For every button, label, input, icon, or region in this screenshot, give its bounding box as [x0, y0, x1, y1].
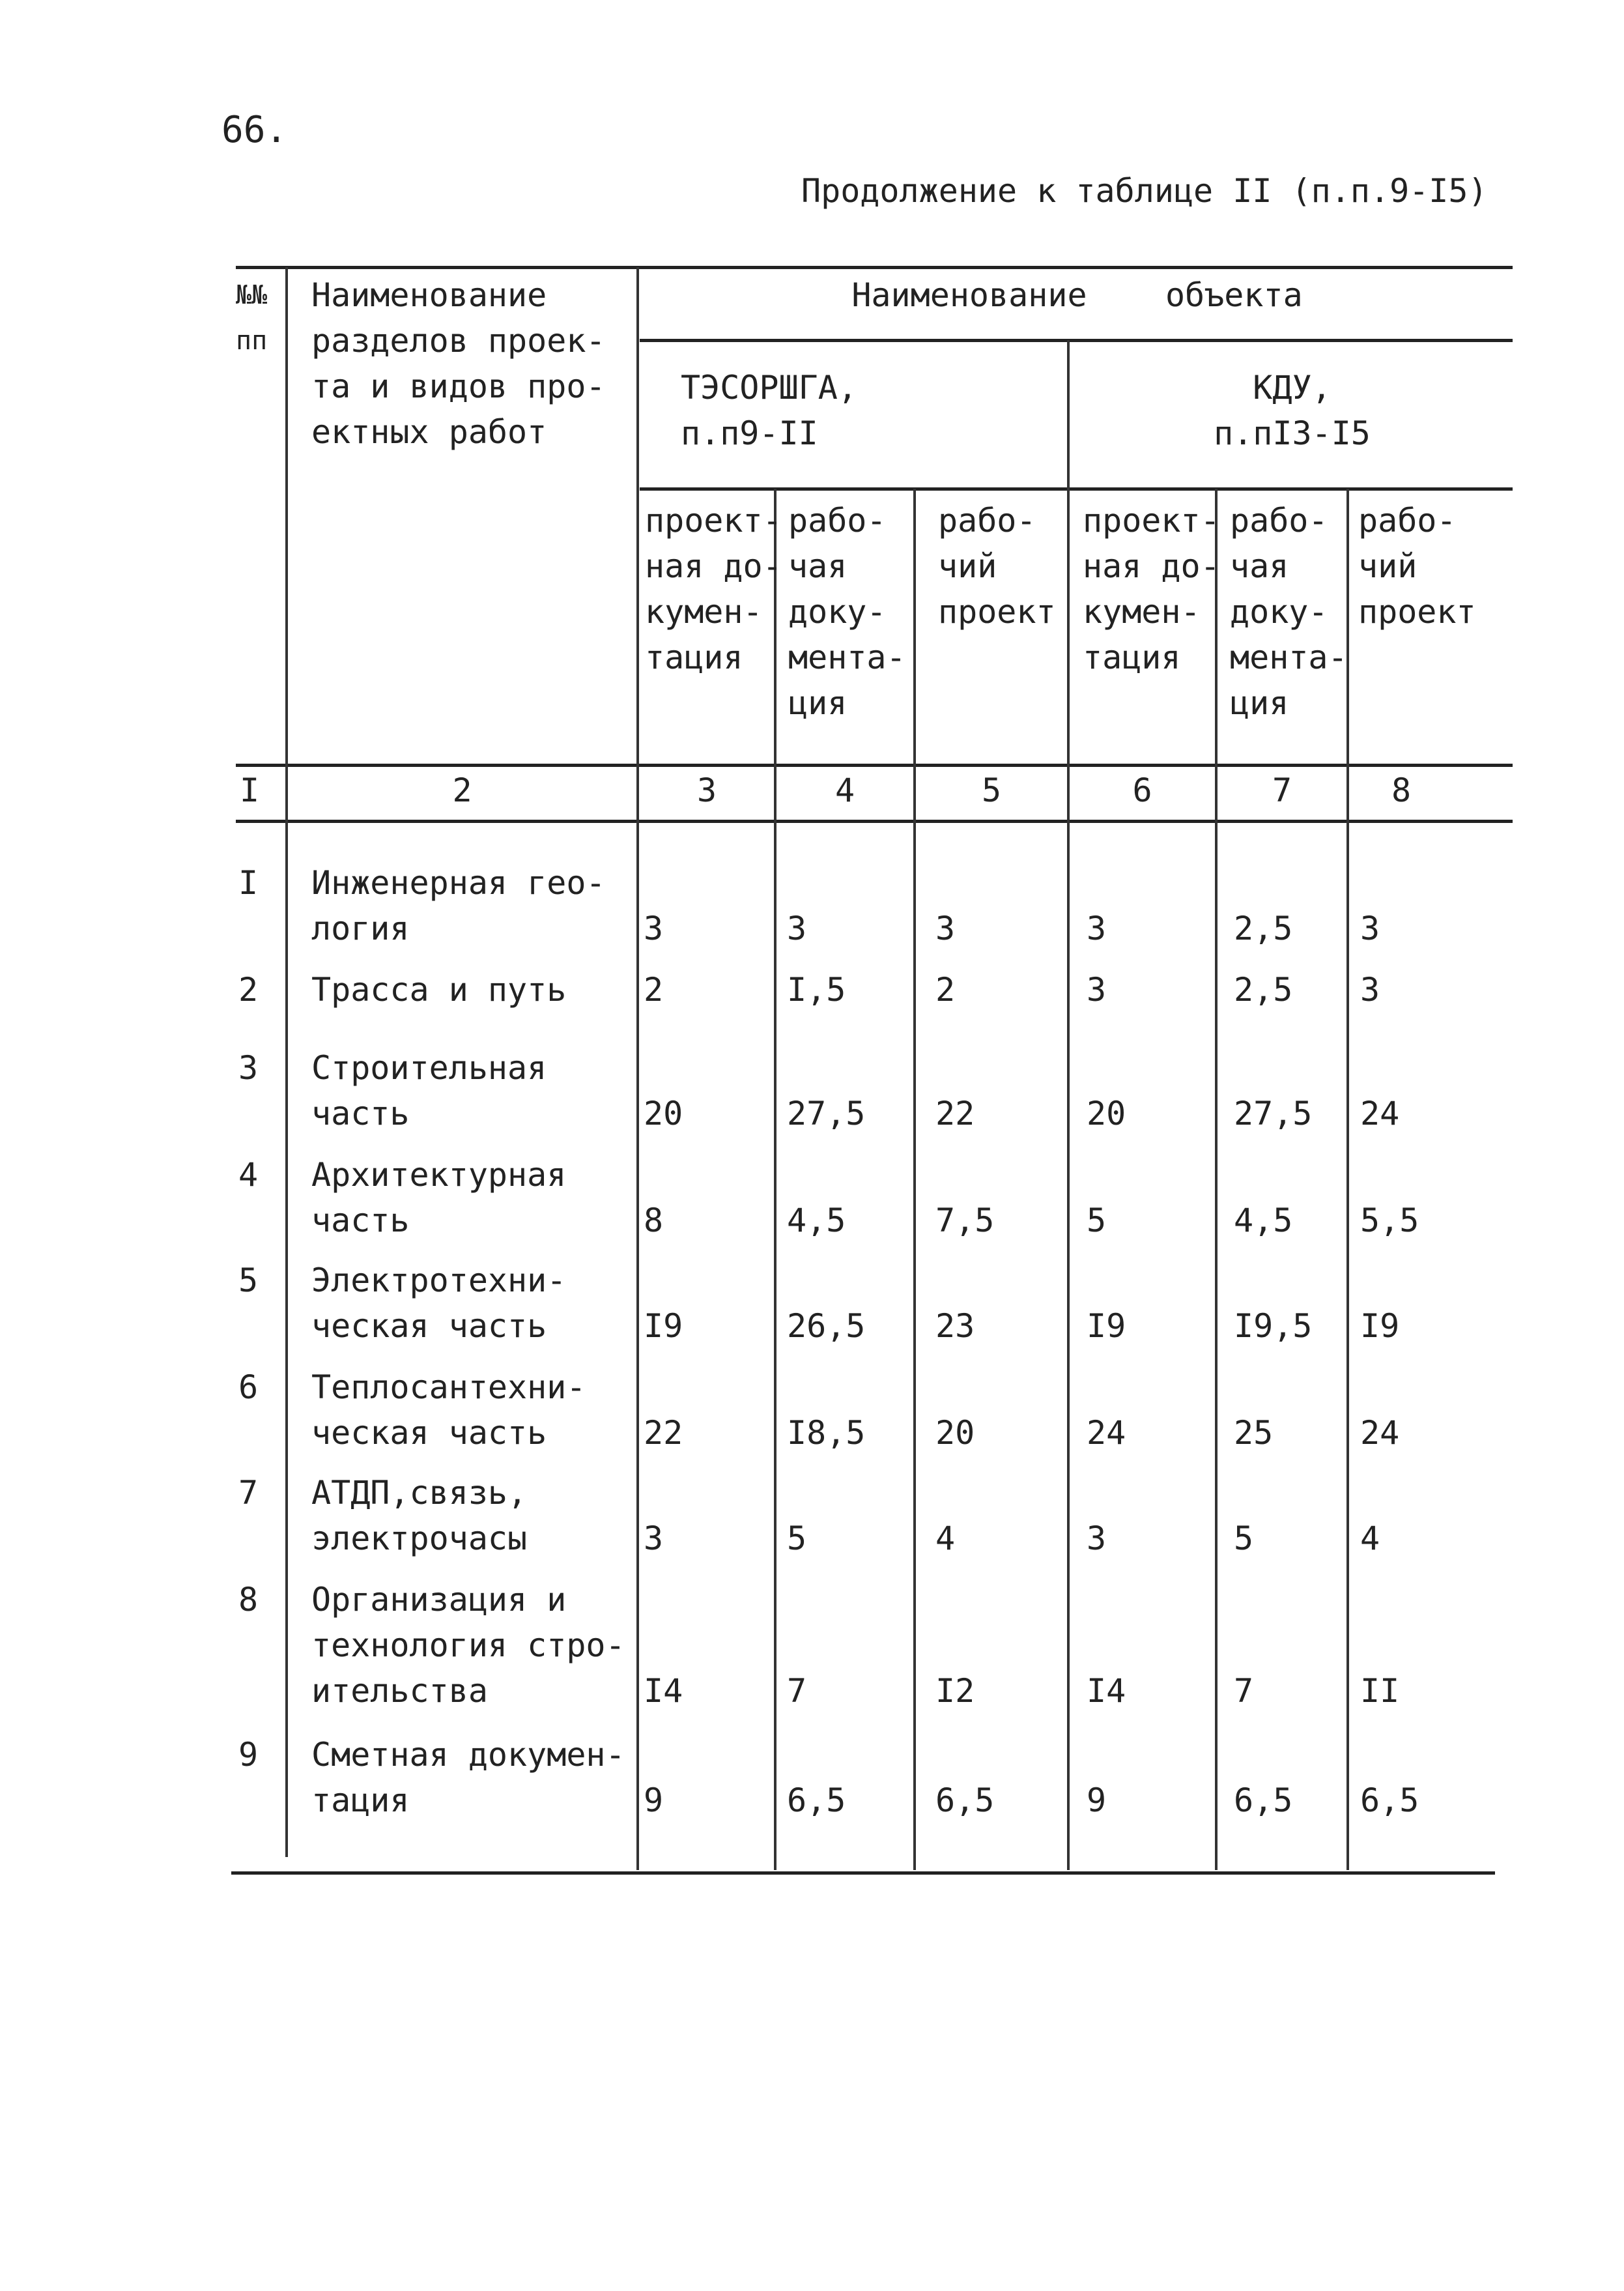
row-value-col7: 6,5: [1234, 1781, 1293, 1819]
row-number: 7: [238, 1474, 259, 1512]
subheader-col8: рабо- чий проект: [1358, 502, 1476, 631]
row-value-col4: 4,5: [787, 1202, 846, 1239]
group-divider-rule: [1067, 340, 1070, 1870]
row-value-col6: I9: [1087, 1307, 1126, 1345]
row-value-col8: 5,5: [1360, 1202, 1419, 1239]
row-value-col8: 3: [1360, 910, 1380, 947]
table-caption: Продолжение к таблице II (п.п.9-I5): [801, 172, 1488, 210]
row-value-col3: I9: [644, 1307, 683, 1345]
row-value-col6: 24: [1087, 1414, 1126, 1452]
row-value-col8: 4: [1360, 1520, 1380, 1557]
subheader-col4: рабо- чая доку- мента- ция: [788, 502, 906, 722]
row-value-col4: 7: [787, 1672, 807, 1710]
row-number: I: [238, 864, 259, 902]
col-number-5: 5: [981, 771, 1002, 809]
header-object: Наименование объекта: [851, 276, 1303, 314]
subheader-col6: проект- ная до- кумен- тация: [1083, 502, 1220, 676]
row-name: Трасса и путь: [311, 971, 567, 1009]
row-value-col3: 3: [644, 910, 664, 947]
row-value-col6: 9: [1087, 1781, 1107, 1819]
row-value-col3: 9: [644, 1781, 664, 1819]
row-value-col6: 20: [1087, 1095, 1126, 1132]
row-value-col5: 20: [935, 1414, 975, 1452]
row-value-col6: 3: [1087, 1520, 1107, 1557]
col7-rule: [1215, 489, 1218, 1870]
subheader-col5: рабо- чий проект: [938, 502, 1056, 631]
row-value-col8: 24: [1360, 1414, 1400, 1452]
row-value-col3: 20: [644, 1095, 683, 1132]
row-value-col3: I4: [644, 1672, 683, 1710]
row-number: 6: [238, 1368, 259, 1406]
row-name: Инженерная гео- логия: [311, 864, 606, 947]
row-number: 9: [238, 1736, 259, 1774]
row-value-col7: I9,5: [1234, 1307, 1313, 1345]
header-name: Наименование разделов проек- та и видов про- ектных работ: [311, 276, 606, 451]
row-name: АТДП,связь, электрочасы: [311, 1474, 528, 1557]
col4-rule: [774, 489, 776, 1870]
col-number-1: I: [239, 771, 260, 809]
row-value-col6: 5: [1087, 1202, 1107, 1239]
header-num: №№ пп: [236, 280, 268, 356]
col5-rule: [913, 489, 916, 1870]
row-value-col3: 8: [644, 1202, 664, 1239]
header-group-kdu: КДУ, п.пI3-I5: [1214, 369, 1371, 452]
row-value-col5: I2: [935, 1672, 975, 1710]
row-value-col7: 27,5: [1234, 1095, 1313, 1132]
row-number: 5: [238, 1261, 259, 1299]
header-bottom-rule: [236, 764, 1513, 767]
subheader-rule: [640, 487, 1513, 491]
row-value-col7: 25: [1234, 1414, 1274, 1452]
row-value-col7: 2,5: [1234, 971, 1293, 1009]
row-value-col6: 3: [1087, 971, 1107, 1009]
row-value-col7: 4,5: [1234, 1202, 1293, 1239]
row-value-col5: 7,5: [935, 1202, 995, 1239]
row-name: Электротехни- ческая часть: [311, 1261, 567, 1345]
row-value-col3: 22: [644, 1414, 683, 1452]
row-value-col4: I8,5: [787, 1414, 866, 1452]
row-value-col5: 4: [935, 1520, 956, 1557]
num-col-rule: [285, 267, 288, 1857]
row-number: 2: [238, 971, 259, 1009]
row-value-col4: I,5: [787, 971, 846, 1009]
table-top-rule: [236, 266, 1513, 269]
row-name: Строительная часть: [311, 1049, 547, 1132]
row-name: Организация и технология стро- ительства: [311, 1581, 625, 1710]
row-number: 4: [238, 1156, 259, 1194]
row-value-col6: I4: [1087, 1672, 1126, 1710]
table-bottom-rule: [231, 1871, 1495, 1875]
row-value-col6: 3: [1087, 910, 1107, 947]
row-value-col4: 26,5: [787, 1307, 866, 1345]
row-value-col5: 3: [935, 910, 956, 947]
col-number-7: 7: [1272, 771, 1292, 809]
row-value-col5: 22: [935, 1095, 975, 1132]
row-value-col8: 3: [1360, 971, 1380, 1009]
row-name: Теплосантехни- ческая часть: [311, 1368, 586, 1452]
row-value-col4: 27,5: [787, 1095, 866, 1132]
col-number-6: 6: [1132, 771, 1152, 809]
row-value-col8: 24: [1360, 1095, 1400, 1132]
header-group-tesorshga: ТЭСОРШГА, п.п9-II: [681, 369, 857, 452]
row-value-col5: 23: [935, 1307, 975, 1345]
page-number: 66.: [221, 109, 288, 151]
name-col-rule: [636, 267, 639, 1870]
row-value-col7: 7: [1234, 1672, 1254, 1710]
row-value-col4: 5: [787, 1520, 807, 1557]
row-value-col3: 2: [644, 971, 664, 1009]
row-value-col5: 6,5: [935, 1781, 995, 1819]
row-number: 8: [238, 1581, 259, 1619]
row-value-col8: I9: [1360, 1307, 1400, 1345]
row-value-col4: 3: [787, 910, 807, 947]
row-value-col8: II: [1360, 1672, 1400, 1710]
row-value-col7: 2,5: [1234, 910, 1293, 947]
col-number-2: 2: [452, 771, 472, 809]
row-value-col5: 2: [935, 971, 956, 1009]
row-value-col8: 6,5: [1360, 1781, 1419, 1819]
row-value-col3: 3: [644, 1520, 664, 1557]
col-number-8: 8: [1391, 771, 1412, 809]
col-number-4: 4: [834, 771, 855, 809]
subheader-col7: рабо- чая доку- мента- ция: [1230, 502, 1348, 722]
row-value-col4: 6,5: [787, 1781, 846, 1819]
row-name: Архитектурная часть: [311, 1156, 567, 1239]
col-number-3: 3: [696, 771, 717, 809]
row-value-col7: 5: [1234, 1520, 1254, 1557]
column-number-rule: [236, 820, 1513, 823]
subheader-col3: проект- ная до- кумен- тация: [645, 502, 782, 676]
row-number: 3: [238, 1049, 259, 1087]
object-header-rule: [640, 339, 1513, 342]
row-name: Сметная докумен- тация: [311, 1736, 625, 1819]
